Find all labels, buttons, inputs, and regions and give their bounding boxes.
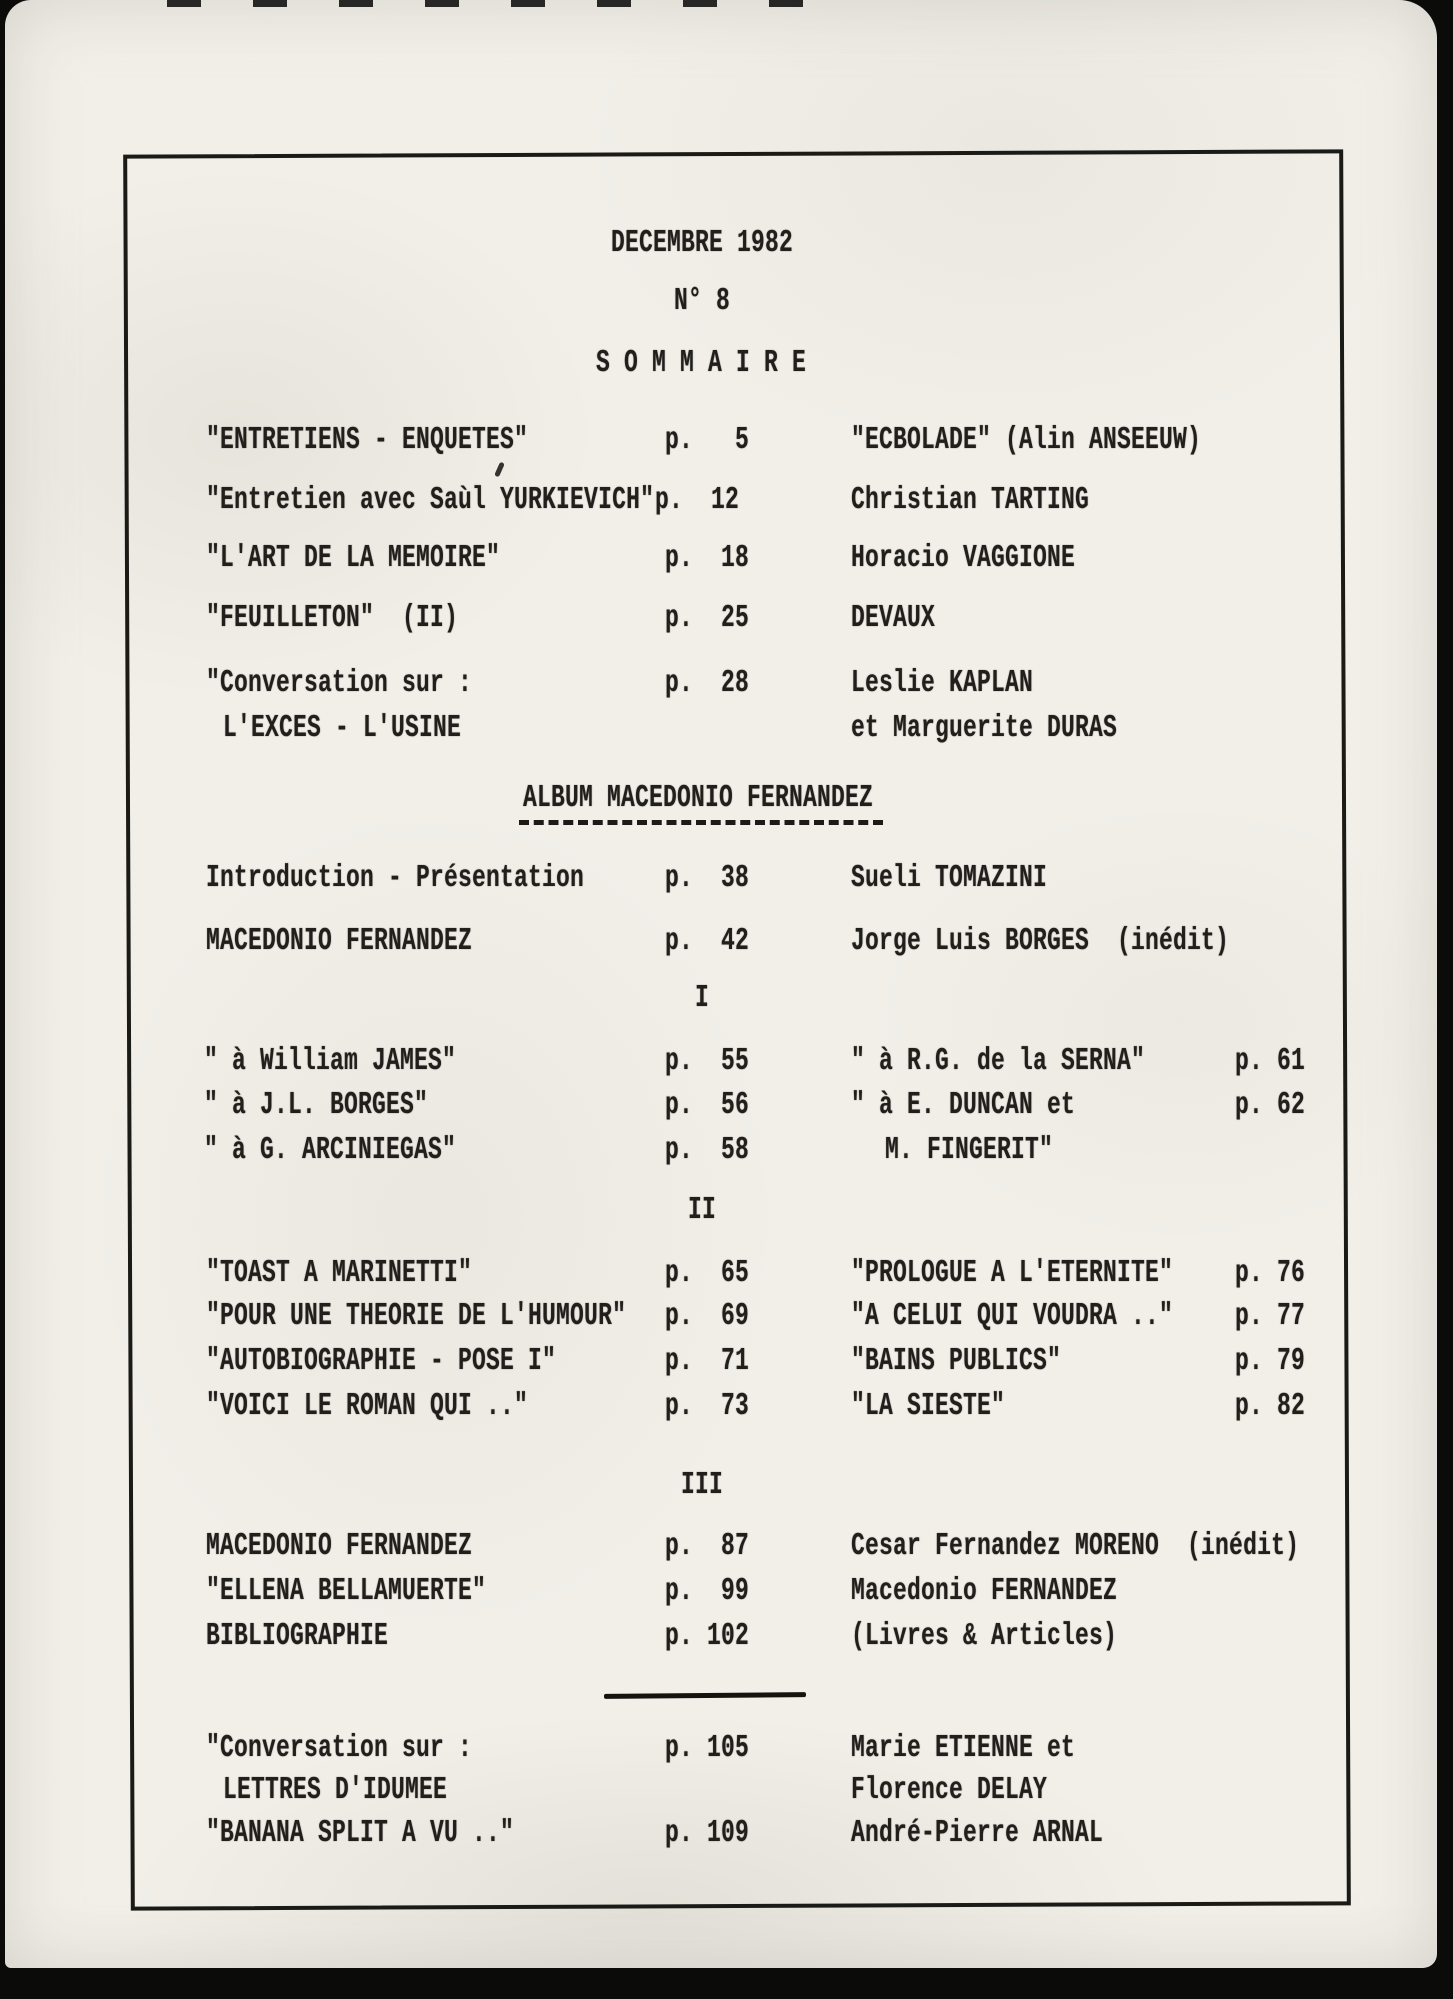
entry-page: p. 5 <box>665 421 750 458</box>
entry-author: "LA SIESTE" <box>851 1387 1006 1424</box>
entry-title: "Conversation sur : <box>206 664 473 701</box>
entry-page: p. 28 <box>665 664 750 701</box>
entry-title: " à J.L. BORGES" <box>204 1086 429 1123</box>
entry-page2: p. 76 <box>1235 1254 1306 1291</box>
entry-author: "A CELUI QUI VOUDRA .." <box>851 1297 1174 1334</box>
section-numeral-1: I <box>695 979 710 1016</box>
entry-page: p. 25 <box>665 599 750 636</box>
entry-author: Cesar Fernandez MORENO (inédit) <box>851 1527 1300 1564</box>
entry-page: p. 38 <box>665 859 750 896</box>
entry-page: p. 58 <box>665 1131 750 1168</box>
entry-page: p. 69 <box>665 1297 750 1334</box>
entry-title: "ENTRETIENS - ENQUETES" <box>206 421 529 458</box>
entry-title: L'EXCES - L'USINE <box>223 709 462 746</box>
album-section-title: ALBUM MACEDONIO FERNANDEZ <box>523 779 874 816</box>
entry-author: Jorge Luis BORGES (inédit) <box>851 922 1230 959</box>
entry-page: p. 99 <box>665 1572 750 1609</box>
entry-title: "VOICI LE ROMAN QUI .." <box>206 1387 529 1424</box>
entry-page: p. 87 <box>665 1527 750 1564</box>
section-numeral-2: II <box>688 1191 717 1228</box>
entry-author: et Marguerite DURAS <box>851 709 1118 746</box>
entry-title: "Conversation sur : <box>206 1729 473 1766</box>
issue-number: N° 8 <box>674 282 731 319</box>
entry-page2: p. 61 <box>1235 1042 1306 1079</box>
entry-author: " à E. DUNCAN et <box>851 1086 1076 1123</box>
entry-author: Leslie KAPLAN <box>851 664 1034 701</box>
entry-title: LETTRES D'IDUMEE <box>223 1771 448 1808</box>
entry-page: p. 42 <box>665 922 750 959</box>
entry-author: Marie ETIENNE et <box>851 1729 1076 1766</box>
entry-page: p. 105 <box>665 1729 750 1766</box>
entry-page: p. 56 <box>665 1086 750 1123</box>
entry-page2: p. 62 <box>1235 1086 1306 1123</box>
page-date: DECEMBRE 1982 <box>611 224 794 261</box>
entry-page: p. 18 <box>665 539 750 576</box>
entry-title: "BANANA SPLIT A VU .." <box>206 1814 515 1851</box>
entry-title: "L'ART DE LA MEMOIRE" <box>206 539 501 576</box>
entry-page: p. 71 <box>665 1342 750 1379</box>
entry-author: Macedonio FERNANDEZ <box>851 1572 1118 1609</box>
entry-title: "AUTOBIOGRAPHIE - POSE I" <box>206 1342 557 1379</box>
entry-page: p. 102 <box>665 1617 750 1654</box>
entry-author: Sueli TOMAZINI <box>851 859 1048 896</box>
section-numeral-3: III <box>681 1466 724 1503</box>
entry-page2: p. 77 <box>1235 1297 1306 1334</box>
entry-author: Christian TARTING <box>851 481 1090 518</box>
entry-author: "PROLOGUE A L'ETERNITE" <box>851 1254 1174 1291</box>
album-underline <box>519 820 883 825</box>
entry-author: " à R.G. de la SERNA" <box>851 1042 1146 1079</box>
entry-title: MACEDONIO FERNANDEZ <box>206 922 473 959</box>
scan-edge-artifacts <box>167 0 827 7</box>
entry-title: "FEUILLETON" (II) <box>206 599 459 636</box>
entry-page: p. 73 <box>665 1387 750 1424</box>
entry-title: MACEDONIO FERNANDEZ <box>206 1527 473 1564</box>
entry-page: p. 12 <box>655 481 740 518</box>
page-title-sommaire: S O M M A I R E <box>596 344 807 381</box>
entry-author: "BAINS PUBLICS" <box>851 1342 1062 1379</box>
entry-page2: p. 79 <box>1235 1342 1306 1379</box>
entry-author: (Livres & Articles) <box>851 1617 1118 1654</box>
scanned-paper-sheet <box>5 0 1437 1968</box>
entry-page: p. 65 <box>665 1254 750 1291</box>
entry-page: p. 109 <box>665 1814 750 1851</box>
entry-page: p. 55 <box>665 1042 750 1079</box>
entry-title: Introduction - Présentation <box>206 859 585 896</box>
entry-title: "POUR UNE THEORIE DE L'HUMOUR" <box>206 1297 627 1334</box>
entry-author: Horacio VAGGIONE <box>851 539 1076 576</box>
entry-title: "ELLENA BELLAMUERTE" <box>206 1572 487 1609</box>
entry-page2: p. 82 <box>1235 1387 1306 1424</box>
entry-title: "Entretien avec Saùl YURKIEVICH" <box>206 481 655 518</box>
entry-author: "ECBOLADE" (Alin ANSEEUW) <box>851 421 1202 458</box>
entry-title: " à G. ARCINIEGAS" <box>204 1131 457 1168</box>
entry-title: BIBLIOGRAPHIE <box>206 1617 389 1654</box>
entry-title: " à William JAMES" <box>204 1042 457 1079</box>
entry-author: DEVAUX <box>851 599 936 636</box>
entry-author: M. FINGERIT" <box>885 1131 1054 1168</box>
entry-title: "TOAST A MARINETTI" <box>206 1254 473 1291</box>
entry-author: Florence DELAY <box>851 1771 1048 1808</box>
entry-author: André-Pierre ARNAL <box>851 1814 1104 1851</box>
